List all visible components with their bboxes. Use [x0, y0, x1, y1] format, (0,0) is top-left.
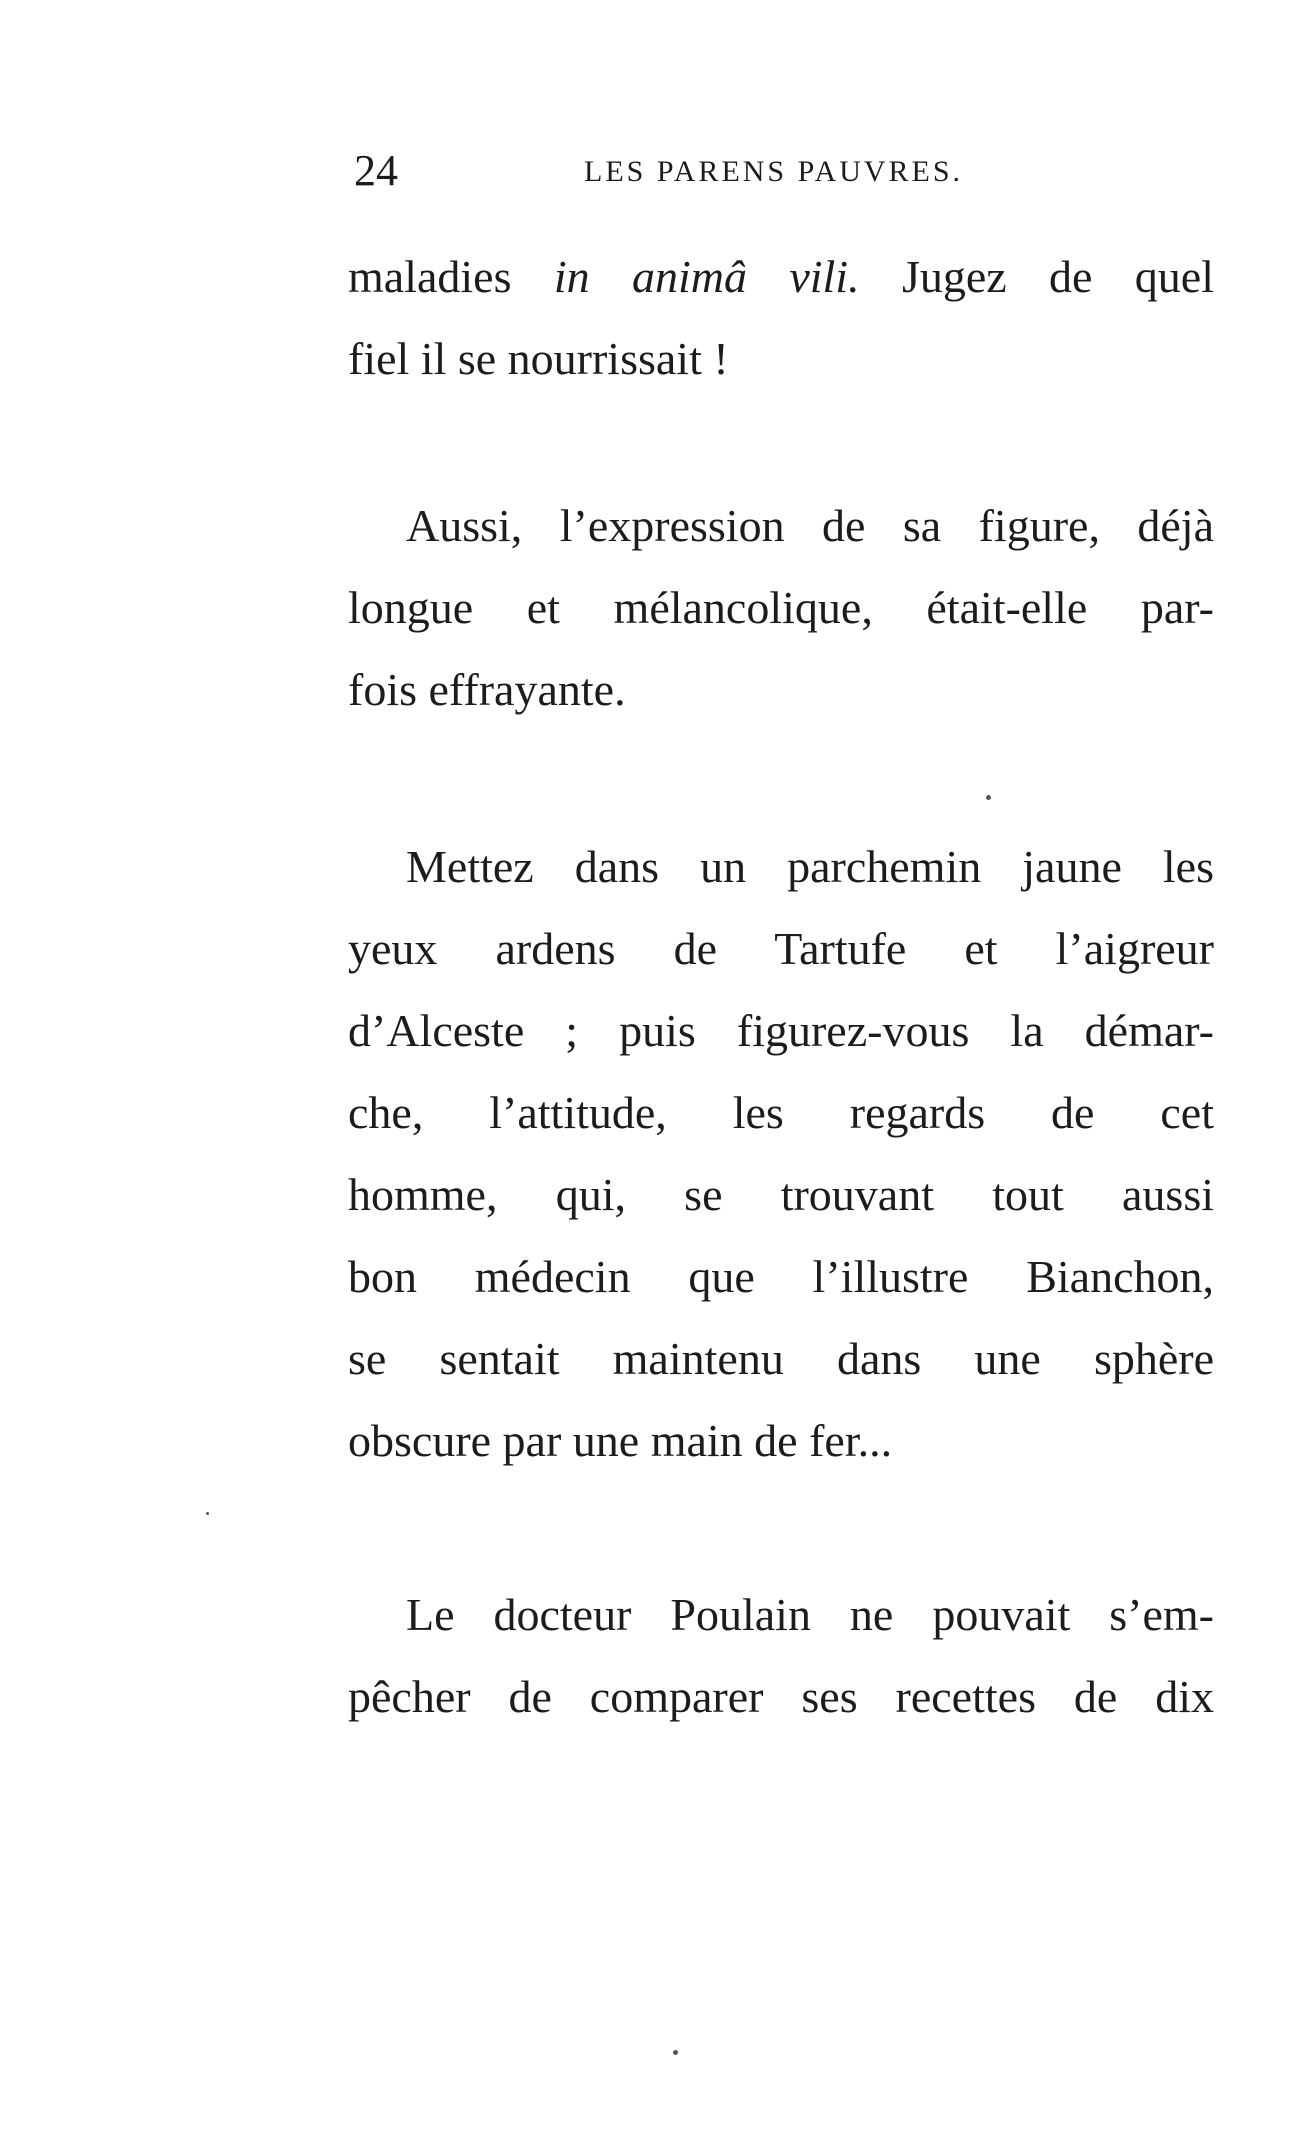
text-line: yeux ardens de Tartufe et l’aigreur: [348, 923, 1214, 974]
print-speck: [986, 795, 991, 800]
text-line: pêcher de comparer ses recettes de dix: [348, 1671, 1214, 1722]
text-line: se sentait maintenu dans une sphère: [348, 1333, 1214, 1384]
text-line: homme, qui, se trouvant tout aussi: [348, 1169, 1214, 1220]
text-line: obscure par une main de fer...: [348, 1415, 893, 1466]
text-line: Le docteur Poulain ne pouvait s’em-: [406, 1589, 1214, 1640]
paragraph-2: [348, 485, 1214, 731]
paragraph-1: [348, 236, 1214, 400]
text-line: che, l’attitude, les regards de cet: [348, 1087, 1214, 1138]
text-line: fiel il se nourrissait !: [348, 333, 729, 384]
text-line: fois effrayante.: [348, 664, 626, 715]
running-head: [354, 146, 1194, 196]
running-title: LES PARENS PAUVRES.: [584, 155, 964, 188]
text-line: maladies in animâ vili. Jugez de quel: [348, 251, 1214, 302]
text-line: d’Alceste ; puis figurez-vous la démar-: [348, 1005, 1214, 1056]
page-number: 24: [354, 146, 398, 195]
text-line: Aussi, l’expression de sa figure, déjà: [406, 500, 1214, 551]
text-line: longue et mélancolique, était-elle par-: [348, 582, 1214, 633]
paragraph-4: [348, 1574, 1214, 1738]
paragraph-3: [348, 826, 1214, 1482]
print-speck: [206, 1512, 209, 1515]
text-line: bon médecin que l’illustre Bianchon,: [348, 1251, 1214, 1302]
text-line: Mettez dans un parchemin jaune les: [406, 841, 1214, 892]
print-speck: [673, 2050, 678, 2055]
